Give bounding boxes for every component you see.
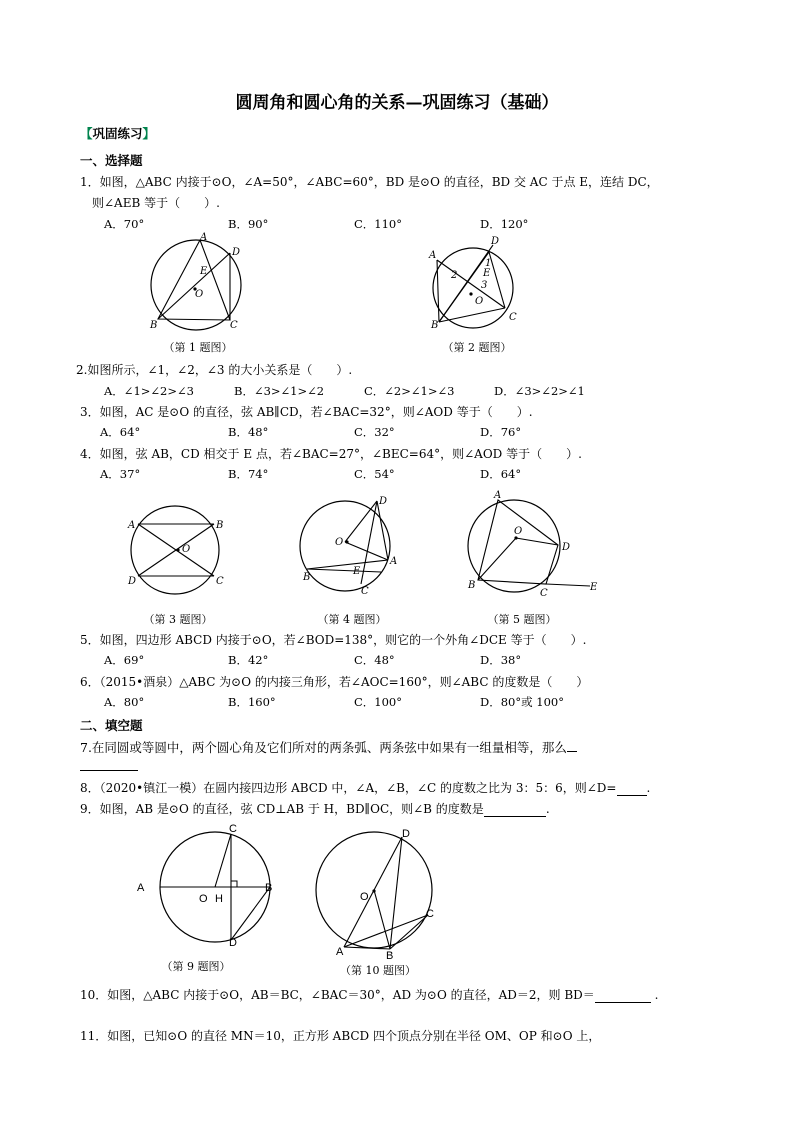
svg-text:C: C bbox=[509, 312, 517, 323]
svg-text:O: O bbox=[199, 893, 208, 905]
svg-text:A: A bbox=[137, 882, 145, 894]
svg-text:A: A bbox=[128, 520, 136, 531]
q4-option-c: C．54° bbox=[354, 467, 395, 481]
q7-answer-blank bbox=[80, 760, 138, 774]
svg-text:O: O bbox=[182, 544, 191, 555]
svg-text:D: D bbox=[128, 576, 137, 587]
q2-option-b: B．∠3>∠1>∠2 bbox=[234, 384, 325, 398]
svg-text:D: D bbox=[562, 542, 571, 553]
svg-text:A: A bbox=[390, 556, 398, 567]
q3-option-c: C．32° bbox=[354, 425, 395, 439]
svg-text:D: D bbox=[379, 496, 388, 507]
svg-text:C: C bbox=[361, 586, 369, 597]
q2-option-c: C．∠2>∠1>∠3 bbox=[364, 384, 455, 398]
q4-option-a: A．37° bbox=[100, 467, 141, 481]
svg-text:B: B bbox=[386, 950, 394, 962]
svg-text:A: A bbox=[200, 232, 208, 243]
q9-text: 9．如图，AB 是⊙O 的直径，弦 CD⊥AB 于 H，BD∥OC，则∠B 的度数是 . bbox=[80, 802, 550, 816]
figure-4 bbox=[295, 490, 415, 600]
svg-text:O: O bbox=[335, 537, 344, 548]
caption-fig-3: （第 3 题图） bbox=[143, 613, 213, 626]
q6-option-c: C．100° bbox=[354, 695, 402, 709]
figure-10 bbox=[308, 825, 448, 965]
caption-fig-1: （第 1 题图） bbox=[163, 341, 233, 354]
svg-text:B: B bbox=[150, 320, 158, 331]
svg-text:A: A bbox=[429, 250, 437, 261]
q6-text: 6．（2015•酒泉）△ABC 为⊙O 的内接三角形，若∠AOC=160°，则∠ABC 的度数是（ ） bbox=[80, 675, 589, 689]
q1-option-b: B．90° bbox=[228, 217, 269, 231]
svg-text:O: O bbox=[475, 296, 484, 307]
figure-9 bbox=[135, 820, 285, 950]
svg-text:D: D bbox=[402, 828, 410, 840]
caption-fig-5: （第 5 题图） bbox=[487, 613, 557, 626]
svg-text:A: A bbox=[494, 490, 502, 501]
svg-text:B: B bbox=[431, 320, 439, 331]
svg-text:O: O bbox=[195, 289, 204, 300]
svg-text:B: B bbox=[265, 882, 273, 894]
q3-text: 3．如图，AC 是⊙O 的直径，弦 AB∥CD，若∠BAC=32°，则∠AOD 等于（ ）. bbox=[80, 405, 533, 419]
svg-text:O: O bbox=[514, 526, 523, 537]
q6-option-a: A．80° bbox=[104, 695, 145, 709]
q5-option-c: C．48° bbox=[354, 653, 395, 667]
svg-text:3: 3 bbox=[481, 280, 488, 291]
caption-fig-9: （第 9 题图） bbox=[161, 960, 231, 973]
svg-text:E: E bbox=[590, 582, 598, 593]
caption-fig-4: （第 4 题图） bbox=[317, 613, 387, 626]
q2-option-d: D．∠3>∠2>∠1 bbox=[494, 384, 585, 398]
q5-option-a: A．69° bbox=[104, 653, 145, 667]
svg-text:C: C bbox=[426, 908, 434, 920]
svg-text:E: E bbox=[483, 268, 491, 279]
q10-text: 10．如图，△ABC 内接于⊙O，AB＝BC，∠BAC＝30°，AD 为⊙O 的直径，AD＝2，则 BD＝ . bbox=[80, 988, 659, 1002]
svg-text:D: D bbox=[232, 247, 241, 258]
q1-text: 1．如图，△ABC 内接于⊙O，∠A=50°，∠ABC=60°，BD 是⊙O 的直径，BD 交 AC 于点 E，连结 DC， bbox=[80, 175, 659, 189]
svg-text:2: 2 bbox=[451, 270, 458, 281]
q3-option-d: D．76° bbox=[480, 425, 522, 439]
q3-option-b: B．48° bbox=[228, 425, 269, 439]
q7-text: 7.在同圆或等圆中，两个圆心角及它们所对的两条弧、两条弦中如果有一组量相等，那么 bbox=[80, 738, 577, 756]
q1-text-2: 则∠AEB 等于（ ）. bbox=[92, 196, 220, 210]
svg-text:1: 1 bbox=[485, 258, 492, 269]
q2-text: 2.如图所示，∠1，∠2，∠3 的大小关系是（ ）. bbox=[76, 363, 353, 377]
q6-option-d: D．80°或 100° bbox=[480, 695, 564, 709]
figure-1 bbox=[140, 230, 260, 340]
practice-header: 【巩固练习】 bbox=[80, 126, 156, 141]
svg-text:H: H bbox=[215, 893, 223, 905]
q3-option-a: A．64° bbox=[100, 425, 141, 439]
q5-text: 5．如图，四边形 ABCD 内接于⊙O，若∠BOD=138°，则它的一个外角∠DCE 等于（ ）. bbox=[80, 633, 587, 647]
svg-text:B: B bbox=[216, 520, 224, 531]
q4-option-d: D．64° bbox=[480, 467, 522, 481]
section-fill: 二、填空题 bbox=[80, 718, 143, 733]
svg-text:D: D bbox=[491, 236, 500, 247]
page-title: 圆周角和圆心角的关系—巩固练习（基础） bbox=[235, 93, 559, 113]
figure-2 bbox=[425, 230, 545, 340]
figure-5 bbox=[462, 490, 612, 600]
q6-option-b: B．160° bbox=[228, 695, 276, 709]
svg-text:B: B bbox=[303, 572, 311, 583]
svg-text:A: A bbox=[336, 946, 344, 958]
svg-text:D: D bbox=[229, 937, 237, 949]
q8-text: 8．（2020•镇江一模）在圆内接四边形 ABCD 中，∠A，∠B，∠C 的度数之比为 3：5：6，则∠D= . bbox=[80, 781, 651, 795]
svg-text:E: E bbox=[200, 266, 208, 277]
svg-text:C: C bbox=[540, 588, 548, 599]
q1-option-c: C．110° bbox=[354, 217, 402, 231]
svg-text:O: O bbox=[360, 891, 369, 903]
q11-text: 11．如图，已知⊙O 的直径 MN＝10，正方形 ABCD 四个顶点分别在半径 OM、OP 和⊙O 上， bbox=[80, 1029, 601, 1043]
q4-option-b: B．74° bbox=[228, 467, 269, 481]
svg-text:C: C bbox=[229, 823, 237, 835]
svg-text:C: C bbox=[230, 320, 238, 331]
q4-text: 4．如图，弦 AB，CD 相交于 E 点，若∠BAC=27°，∠BEC=64°，则∠AOD 等于（ ）. bbox=[80, 447, 582, 461]
caption-fig-2: （第 2 题图） bbox=[442, 341, 512, 354]
svg-text:E: E bbox=[353, 566, 361, 577]
q1-option-a: A．70° bbox=[104, 217, 145, 231]
q2-option-a: A．∠1>∠2>∠3 bbox=[104, 384, 194, 398]
q5-option-d: D．38° bbox=[480, 653, 522, 667]
figure-3 bbox=[122, 498, 242, 608]
q1-option-d: D．120° bbox=[480, 217, 529, 231]
svg-text:C: C bbox=[216, 576, 224, 587]
q5-option-b: B．42° bbox=[228, 653, 269, 667]
caption-fig-10: （第 10 题图） bbox=[340, 964, 416, 977]
svg-text:B: B bbox=[468, 580, 476, 591]
section-choice: 一、选择题 bbox=[80, 153, 143, 168]
